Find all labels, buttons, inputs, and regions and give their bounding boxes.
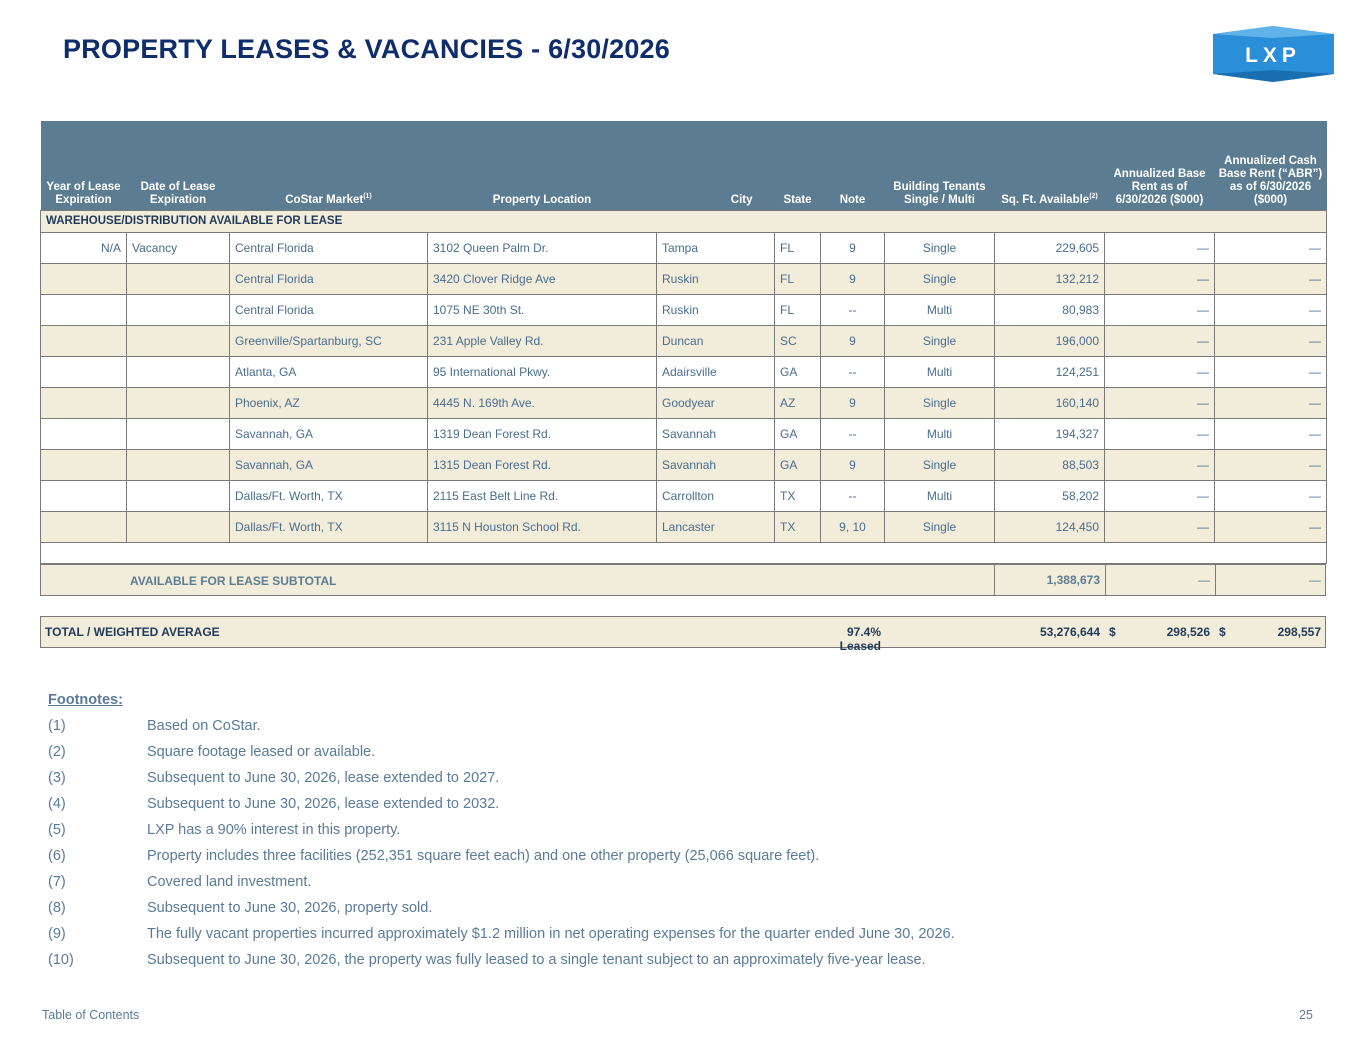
footnote-text: Property includes three facilities (252,351 square feet each) and one other property (25,066 square feet). <box>147 848 820 864</box>
cell-date <box>127 325 230 356</box>
table-row <box>41 511 1327 542</box>
lease-table-wrapper <box>40 121 1326 564</box>
cell-tenants: Single <box>885 263 995 294</box>
cell-abr: — <box>1105 356 1215 387</box>
table-row <box>41 263 1327 294</box>
cell-cash: — <box>1215 232 1327 263</box>
cell-tenants: Multi <box>885 480 995 511</box>
cell-cash: — <box>1215 387 1327 418</box>
cell-abr: — <box>1105 325 1215 356</box>
footnote-number: (5) <box>48 822 66 838</box>
total-row <box>40 616 1326 653</box>
cell-location: 4445 N. 169th Ave. <box>428 387 657 418</box>
cell-note: 9 <box>821 449 885 480</box>
cell-date <box>127 356 230 387</box>
cell-state: FL <box>775 294 821 325</box>
cell-year <box>41 418 127 449</box>
total-sqft: 53,276,644 <box>1039 625 1100 639</box>
cell-city: Savannah <box>657 418 775 449</box>
total-label: TOTAL / WEIGHTED AVERAGE <box>45 625 220 639</box>
cell-year <box>41 325 127 356</box>
subtotal-label: AVAILABLE FOR LEASE SUBTOTAL <box>130 574 337 588</box>
cell-year <box>41 263 127 294</box>
cell-city: Ruskin <box>657 294 775 325</box>
cell-cash: — <box>1215 480 1327 511</box>
cell-year <box>41 387 127 418</box>
cell-note: 9 <box>821 263 885 294</box>
cell-location: 95 International Pkwy. <box>428 356 657 387</box>
cell-tenants: Single <box>885 387 995 418</box>
cell-abr: — <box>1105 263 1215 294</box>
cell-tenants: Multi <box>885 356 995 387</box>
cell-market: Central Florida <box>230 232 428 263</box>
cell-market: Phoenix, AZ <box>230 387 428 418</box>
cell-date <box>127 263 230 294</box>
cell-sqft: 124,450 <box>995 511 1105 542</box>
header-sqft: Sq. Ft. Available$^{(2)}$ <box>995 121 1105 210</box>
subtotal-abr: — <box>1105 565 1215 595</box>
header-abr: Annualized Base Rent as of 6/30/2026 ($000) <box>1105 121 1215 210</box>
footnote-item <box>48 926 955 952</box>
header-date: Date of Lease Expiration <box>127 121 230 210</box>
footnotes-list <box>48 718 955 978</box>
cell-market: Dallas/Ft. Worth, TX <box>230 511 428 542</box>
footnote-text: Based on CoStar. <box>147 718 261 734</box>
cell-location: 2115 East Belt Line Rd. <box>428 480 657 511</box>
cell-abr: — <box>1105 294 1215 325</box>
footnote-text: Square footage leased or available. <box>147 744 376 760</box>
lxp-logo <box>1211 24 1336 84</box>
cell-year <box>41 356 127 387</box>
cell-cash: — <box>1215 511 1327 542</box>
cell-location: 1319 Dean Forest Rd. <box>428 418 657 449</box>
footnote-item <box>48 718 261 744</box>
footnote-number: (7) <box>48 874 66 890</box>
cell-tenants: Multi <box>885 294 995 325</box>
cell-cash: — <box>1215 418 1327 449</box>
table-row <box>41 356 1327 387</box>
cell-market: Dallas/Ft. Worth, TX <box>230 480 428 511</box>
cell-sqft: 196,000 <box>995 325 1105 356</box>
cell-city: Goodyear <box>657 387 775 418</box>
cell-abr: — <box>1105 480 1215 511</box>
header-location: Property Location <box>428 121 657 210</box>
cell-state: GA <box>775 418 821 449</box>
section-row <box>41 210 1327 232</box>
footnote-item <box>48 900 433 926</box>
header-cash-abr: Annualized Cash Base Rent (“ABR”) as of 6/30/2026 ($000) <box>1215 121 1327 210</box>
footnotes <box>48 692 955 978</box>
footnote-number: (9) <box>48 926 66 942</box>
cell-date: Vacancy <box>127 232 230 263</box>
cell-tenants: Single <box>885 325 995 356</box>
cell-location: 3420 Clover Ridge Ave <box>428 263 657 294</box>
blank-row <box>41 542 1327 563</box>
cell-date <box>127 387 230 418</box>
footnote-text: Subsequent to June 30, 2026, the property was fully leased to a single tenant subject to an approximately five-year lease. <box>147 952 926 968</box>
cell-state: GA <box>775 449 821 480</box>
cell-tenants: Single <box>885 232 995 263</box>
footnote-item <box>48 770 500 796</box>
page-number: 25 <box>1299 1008 1313 1022</box>
cell-year <box>41 294 127 325</box>
table-row <box>41 294 1327 325</box>
footnote-text: The fully vacant properties incurred approximately $1.2 million in net operating expenses for the quarter ended June 30, 2026. <box>147 926 955 942</box>
cell-tenants: Multi <box>885 418 995 449</box>
lxp-logo-icon <box>1211 24 1336 84</box>
cell-market: Savannah, GA <box>230 418 428 449</box>
footnote-text: Covered land investment. <box>147 874 312 890</box>
footnote-text: Subsequent to June 30, 2026, lease extended to 2027. <box>147 770 500 786</box>
cell-sqft: 229,605 <box>995 232 1105 263</box>
cell-cash: — <box>1215 263 1327 294</box>
cell-sqft: 124,251 <box>995 356 1105 387</box>
footnote-item <box>48 848 820 874</box>
cell-sqft: 132,212 <box>995 263 1105 294</box>
cell-market: Atlanta, GA <box>230 356 428 387</box>
cell-state: SC <box>775 325 821 356</box>
cell-date <box>127 480 230 511</box>
cell-year <box>41 480 127 511</box>
footnote-number: (2) <box>48 744 66 760</box>
cell-city: Tampa <box>657 232 775 263</box>
cell-note: -- <box>821 480 885 511</box>
cell-year <box>41 511 127 542</box>
footnote-number: (3) <box>48 770 66 786</box>
table-row <box>41 449 1327 480</box>
cell-state: TX <box>775 511 821 542</box>
footnote-item <box>48 744 376 770</box>
cell-cash: — <box>1215 294 1327 325</box>
total-cash-dollar: $ <box>1219 625 1226 639</box>
cell-tenants: Single <box>885 449 995 480</box>
footnote-text: LXP has a 90% interest in this property. <box>147 822 401 838</box>
section-label: WAREHOUSE/DISTRIBUTION AVAILABLE FOR LEASE <box>41 210 1327 232</box>
cell-market: Greenville/Spartanburg, SC <box>230 325 428 356</box>
cell-abr: — <box>1105 387 1215 418</box>
cell-state: AZ <box>775 387 821 418</box>
cell-abr: — <box>1105 511 1215 542</box>
cell-sqft: 160,140 <box>995 387 1105 418</box>
cell-location: 3115 N Houston School Rd. <box>428 511 657 542</box>
footnote-number: (1) <box>48 718 66 734</box>
cell-abr: — <box>1105 232 1215 263</box>
table-row <box>41 418 1327 449</box>
cell-note: 9 <box>821 387 885 418</box>
lease-table <box>40 121 1327 564</box>
header-state: State <box>775 121 821 210</box>
cell-note: 9 <box>821 232 885 263</box>
subtotal-sqft: 1,388,673 <box>994 565 1105 595</box>
cell-date <box>127 449 230 480</box>
cell-abr: — <box>1105 418 1215 449</box>
cell-note: 9 <box>821 325 885 356</box>
total-abr: 298,526 <box>1166 625 1210 639</box>
cell-date <box>127 511 230 542</box>
header-market: CoStar Market$^{(1)}$ <box>230 121 428 210</box>
cell-cash: — <box>1215 449 1327 480</box>
cell-note: 9, 10 <box>821 511 885 542</box>
blank-cell <box>41 542 1327 563</box>
cell-tenants: Single <box>885 511 995 542</box>
cell-location: 1315 Dean Forest Rd. <box>428 449 657 480</box>
cell-location: 231 Apple Valley Rd. <box>428 325 657 356</box>
subtotal-row <box>40 564 1326 596</box>
footnote-item <box>48 822 401 848</box>
table-row <box>41 480 1327 511</box>
header-city: City <box>657 121 775 210</box>
cell-sqft: 80,983 <box>995 294 1105 325</box>
cell-date <box>127 294 230 325</box>
header-year: Year of Lease Expiration <box>41 121 127 210</box>
cell-city: Lancaster <box>657 511 775 542</box>
footnote-item <box>48 796 500 822</box>
footnote-text: Subsequent to June 30, 2026, lease extended to 2032. <box>147 796 500 812</box>
table-row <box>41 232 1327 263</box>
cell-market: Central Florida <box>230 294 428 325</box>
cell-state: TX <box>775 480 821 511</box>
total-cash-abr: 298,557 <box>1277 625 1321 639</box>
footnote-text: Subsequent to June 30, 2026, property sold. <box>147 900 433 916</box>
cell-cash: — <box>1215 325 1327 356</box>
cell-location: 1075 NE 30th St. <box>428 294 657 325</box>
footnote-item <box>48 874 312 900</box>
footnote-number: (8) <box>48 900 66 916</box>
cell-city: Duncan <box>657 325 775 356</box>
footnote-number: (4) <box>48 796 66 812</box>
footnote-number: (10) <box>48 952 74 968</box>
footnotes-heading: Footnotes: <box>48 692 123 708</box>
cell-city: Carrollton <box>657 480 775 511</box>
cell-state: GA <box>775 356 821 387</box>
cell-note: -- <box>821 294 885 325</box>
cell-market: Central Florida <box>230 263 428 294</box>
footnote-item <box>48 952 926 978</box>
table-row <box>41 325 1327 356</box>
cell-sqft: 88,503 <box>995 449 1105 480</box>
cell-abr: — <box>1105 449 1215 480</box>
cell-sqft: 58,202 <box>995 480 1105 511</box>
cell-state: FL <box>775 232 821 263</box>
subtotal-cash-abr: — <box>1215 565 1326 595</box>
cell-city: Ruskin <box>657 263 775 294</box>
total-leased-pct: 97.4% Leased <box>839 625 881 653</box>
total-abr-dollar: $ <box>1109 625 1116 639</box>
table-header-row <box>41 121 1327 210</box>
header-tenants: Building Tenants Single / Multi <box>885 121 995 210</box>
cell-state: FL <box>775 263 821 294</box>
cell-market: Savannah, GA <box>230 449 428 480</box>
footnote-number: (6) <box>48 848 66 864</box>
cell-date <box>127 418 230 449</box>
cell-note: -- <box>821 356 885 387</box>
logo-text: LXP <box>1245 44 1301 67</box>
cell-note: -- <box>821 418 885 449</box>
cell-year <box>41 449 127 480</box>
cell-sqft: 194,327 <box>995 418 1105 449</box>
cell-cash: — <box>1215 356 1327 387</box>
header-note: Note <box>821 121 885 210</box>
table-row <box>41 387 1327 418</box>
page-title: PROPERTY LEASES & VACANCIES - 6/30/2026 <box>63 34 670 64</box>
cell-city: Savannah <box>657 449 775 480</box>
cell-location: 3102 Queen Palm Dr. <box>428 232 657 263</box>
cell-year: N/A <box>41 232 127 263</box>
table-of-contents-link[interactable]: Table of Contents <box>42 1008 140 1022</box>
cell-city: Adairsville <box>657 356 775 387</box>
